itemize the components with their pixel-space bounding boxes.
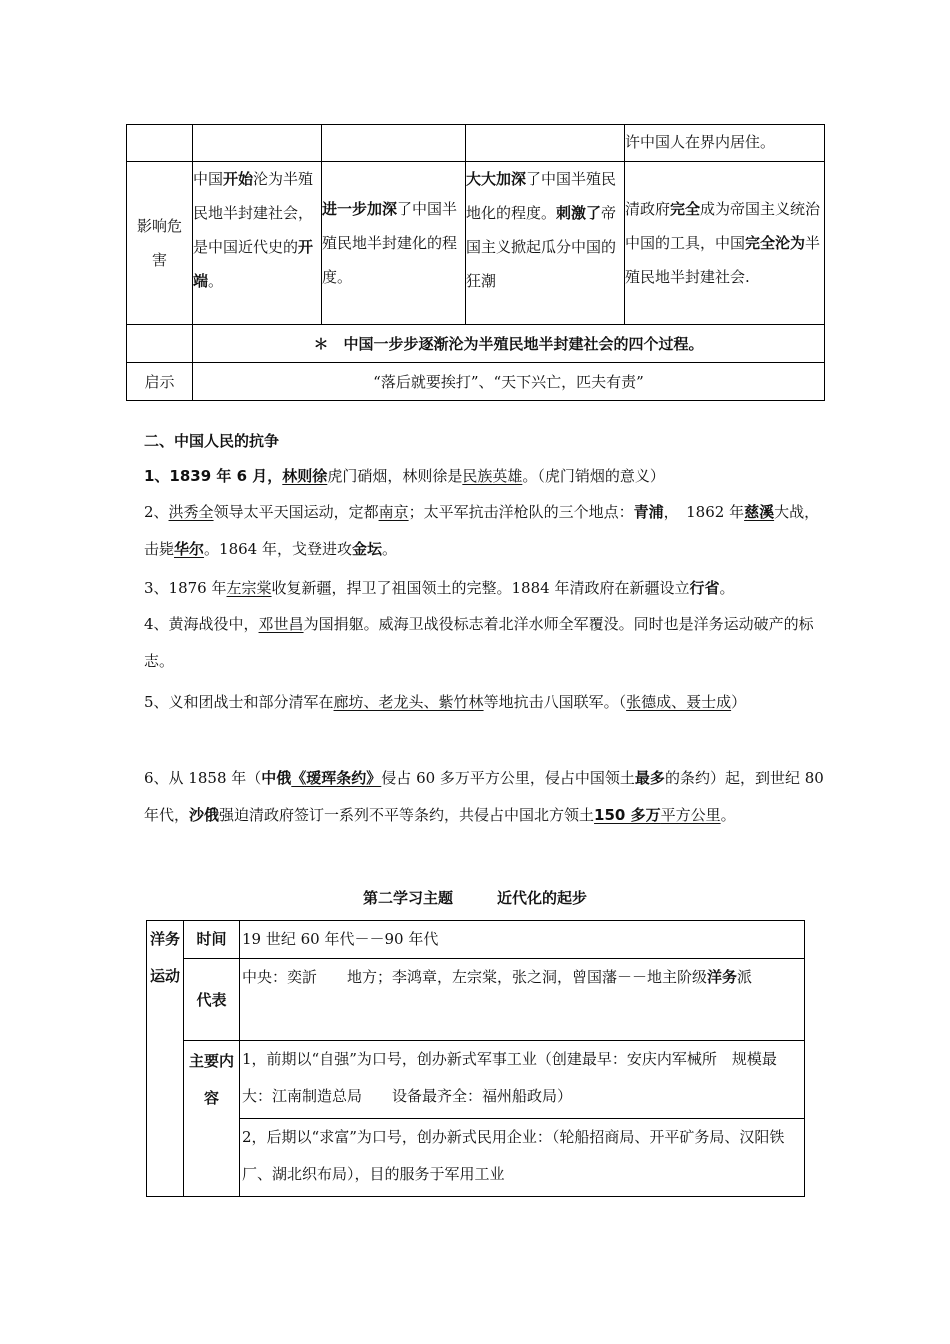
list-item: 1、1839 年 6 月，林则徐虎门硝烟，林则徐是民族英雄。（虎门销烟的意义） xyxy=(144,467,665,485)
table-cell xyxy=(322,125,466,162)
table-cell: 许中国人在界内居住。 xyxy=(625,125,825,162)
table-cell xyxy=(127,125,193,162)
table-cell xyxy=(466,125,625,162)
impact-label: 影响危害 xyxy=(127,162,193,325)
table-cell xyxy=(193,125,322,162)
lesson-label: 启示 xyxy=(127,363,193,401)
treaty-table xyxy=(126,124,825,401)
list-item: 6、从 1858 年（中俄《瑷珲条约》侵占 60 多万平方公里，侵占中国领土最多的条约）起，到世纪 80 年代，沙俄强迫清政府签订一系列不平等条约，共侵占中国北方领土150 多万平方公里。 xyxy=(144,769,824,824)
content-item-2: 2，后期以“求富”为口号，创办新式民用企业：（轮船招商局、开平矿务局、汉阳铁厂、湖北织布局），目的服务于军用工业 xyxy=(240,1119,805,1197)
impact-cell-2: 进一步加深了中国半殖民地半封建化的程度。 xyxy=(322,162,466,325)
table-row xyxy=(127,125,825,162)
list-item: 3、1876 年左宗棠收复新疆，捍卫了祖国领土的完整。1884 年清政府在新疆设立行省。 xyxy=(144,579,735,597)
theme-title: 第二学习主题 近代化的起步 xyxy=(362,889,588,907)
summary-row xyxy=(127,325,825,363)
content-item-1: 1，前期以“自强”为口号，创办新式军事工业（创建最早：安庆内军械所 规模最大：江南制造总局 设备最齐全：福州船政局） xyxy=(240,1041,805,1119)
time-value: 19 世纪 60 年代－－90 年代 xyxy=(240,921,805,959)
impact-cell-4: 清政府完全成为帝国主义统治中国的工具，中国完全沦为半殖民地半封建社会. xyxy=(625,162,825,325)
list-item: 4、黄海战役中，邓世昌为国捐躯。威海卫战役标志着北洋水师全军覆没。同时也是洋务运动破产的标志。 xyxy=(144,615,814,670)
time-row xyxy=(147,921,805,959)
rep-row xyxy=(147,959,805,1041)
summary-cell: ＊ 中国一步步逐渐沦为半殖民地半封建社会的四个过程。 xyxy=(193,325,825,363)
impact-cell-3: 大大加深了中国半殖民地化的程度。刺激了帝国主义掀起瓜分中国的狂潮 xyxy=(466,162,625,325)
lesson-row xyxy=(127,363,825,401)
impact-cell-1: 中国开始沦为半殖民地半封建社会，是中国近代史的开端。 xyxy=(193,162,322,325)
rep-label: 代表 xyxy=(184,959,240,1041)
lesson-text: “落后就要挨打”、“天下兴亡，匹夫有责” xyxy=(193,363,825,401)
movement-label: 洋务运动 xyxy=(147,921,184,1197)
content-row-1 xyxy=(147,1041,805,1119)
impact-row xyxy=(127,162,825,325)
content-row-2 xyxy=(147,1119,805,1197)
section-heading: 二、中国人民的抗争 xyxy=(144,432,280,450)
rep-value: 中央：奕訢 地方；李鸿章，左宗棠，张之洞，曾国藩－－地主阶级洋务派 xyxy=(240,959,805,1041)
time-label: 时间 xyxy=(184,921,240,959)
list-item: 5、义和团战士和部分清军在廊坊、老龙头、紫竹林等地抗击八国联军。（张德成、聂士成） xyxy=(144,693,747,711)
westernization-table xyxy=(146,920,805,1197)
list-item: 2、洪秀全领导太平天国运动，定都南京；太平军抗击洋枪队的三个地点：青浦， 1862 年慈溪大战，击毙华尔。1864 年，戈登进攻金坛。 xyxy=(144,503,820,558)
table-cell xyxy=(127,325,193,363)
content-label: 主要内容 xyxy=(184,1041,240,1197)
